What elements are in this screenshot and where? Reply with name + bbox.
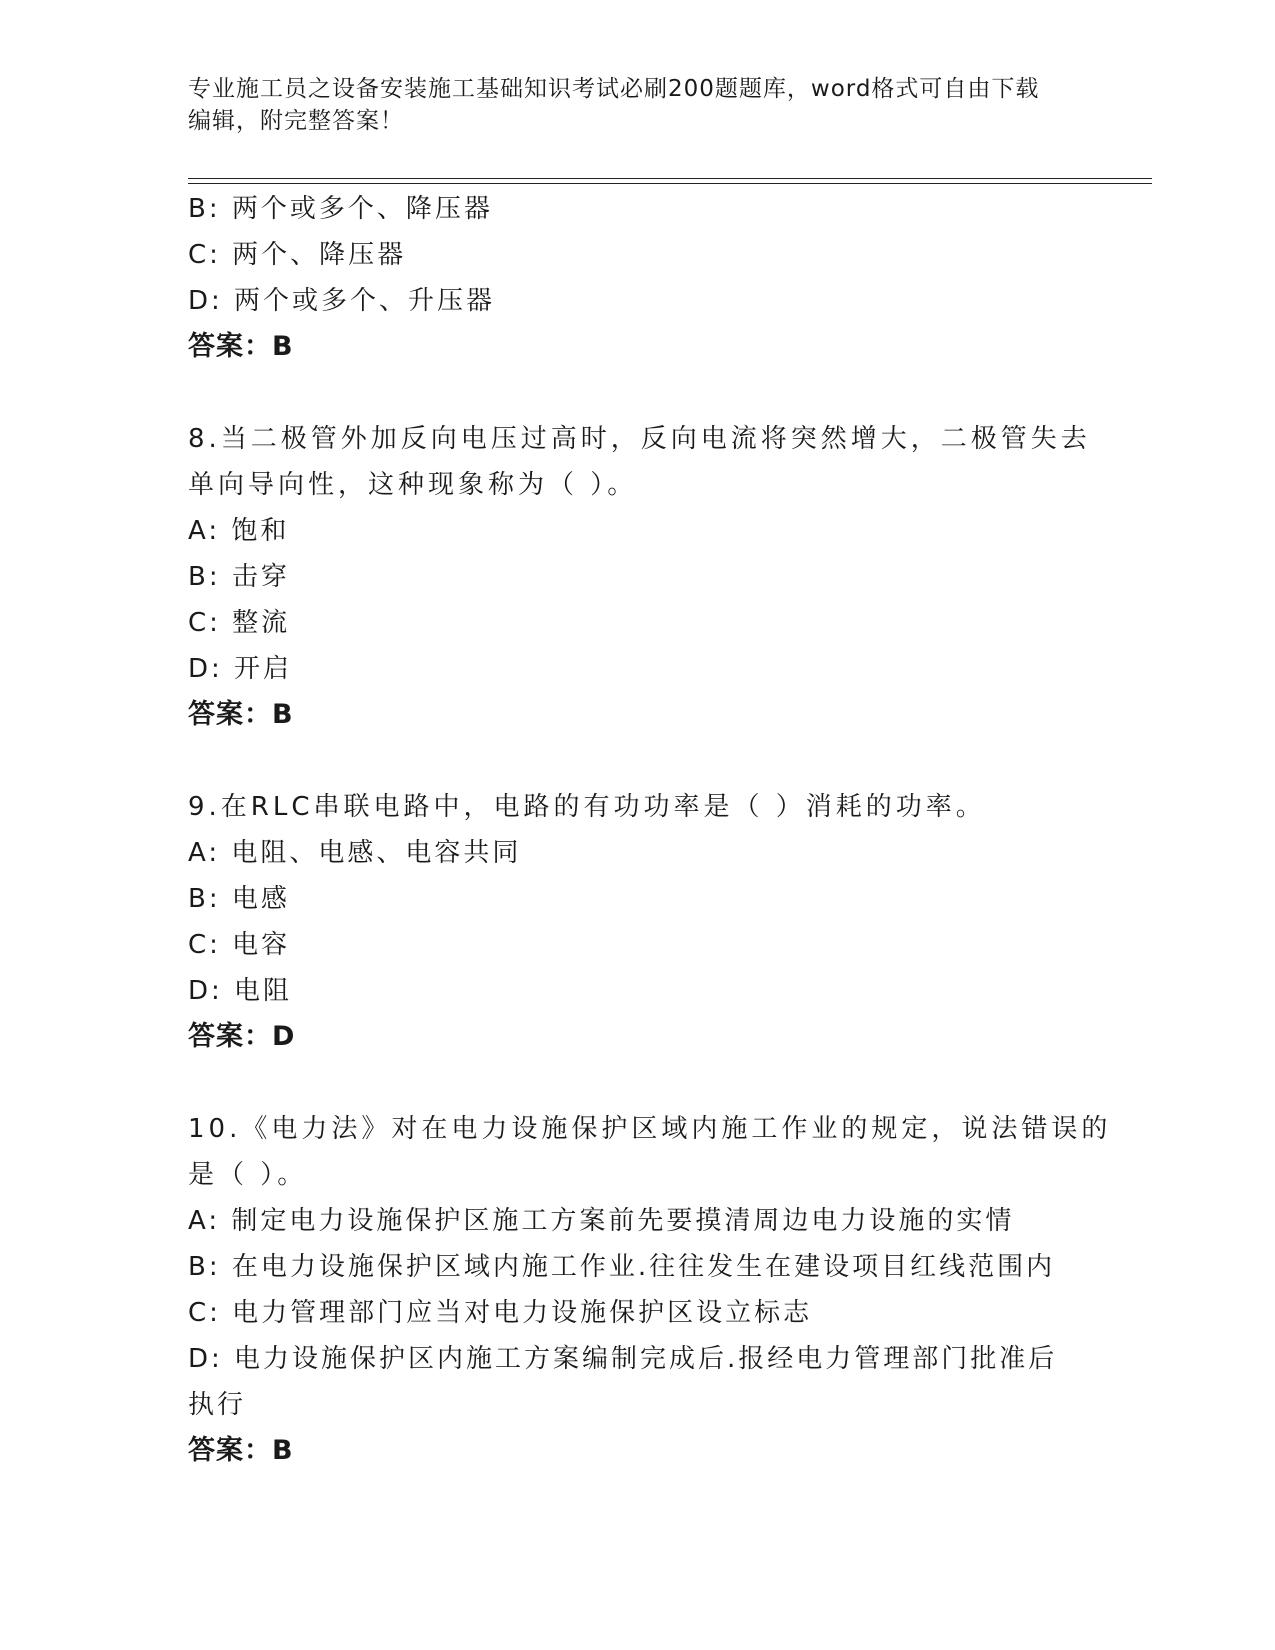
question-list (188, 186, 1112, 1474)
option-b: B: 电感 (188, 884, 290, 914)
question-stem: 9.在RLC串联电路中，电路的有功功率是（ ）消耗的功率。 (188, 792, 986, 822)
question-9 (188, 784, 1088, 1060)
option-c: C: 电力管理部门应当对电力设施保护区设立标志 (188, 1298, 813, 1328)
question-stem-cont: 单向导向性，这种现象称为（ ）。 (188, 470, 638, 500)
spacer (188, 738, 1088, 784)
header-line-2: 编辑，附完整答案！ (188, 108, 404, 134)
option-b: B: 两个或多个、降压器 (188, 194, 493, 224)
option-d-cont: 执行 (188, 1390, 247, 1420)
option-a: A: 电阻、电感、电容共同 (188, 838, 522, 868)
document-header (188, 73, 1088, 137)
spacer (188, 1060, 1088, 1106)
option-c: C: 两个、降压器 (188, 240, 407, 270)
option-c: C: 整流 (188, 608, 291, 638)
option-d: D: 电阻 (188, 976, 293, 1006)
question-8 (188, 416, 1091, 738)
option-d: D: 电力设施保护区内施工方案编制完成后.报经电力管理部门批准后 (188, 1344, 1058, 1374)
option-a: A: 饱和 (188, 516, 290, 546)
question-10 (188, 1106, 1112, 1474)
question-7-continued (188, 186, 1088, 370)
option-d: D: 开启 (188, 654, 293, 684)
answer: 答案：D (188, 1021, 296, 1052)
option-a: A: 制定电力设施保护区施工方案前先要摸清周边电力设施的实情 (188, 1206, 1015, 1236)
answer: 答案：B (188, 1435, 294, 1466)
question-stem: 10.《电力法》对在电力设施保护区域内施工作业的规定，说法错误的 (188, 1114, 1112, 1144)
spacer (188, 370, 1088, 416)
option-b: B: 在电力设施保护区域内施工作业.往往发生在建设项目红线范围内 (188, 1252, 1056, 1282)
header-divider-bottom (188, 183, 1152, 184)
answer: 答案：B (188, 699, 294, 730)
question-stem-cont: 是（ ）。 (188, 1160, 308, 1190)
answer: 答案：B (188, 331, 294, 362)
header-divider-top (188, 178, 1152, 179)
option-d: D: 两个或多个、升压器 (188, 286, 496, 316)
header-line-1: 专业施工员之设备安装施工基础知识考试必刷200题题库，word格式可自由下载 (188, 76, 1040, 102)
question-stem: 8.当二极管外加反向电压过高时，反向电流将突然增大，二极管失去 (188, 424, 1091, 454)
option-b: B: 击穿 (188, 562, 290, 592)
option-c: C: 电容 (188, 930, 291, 960)
